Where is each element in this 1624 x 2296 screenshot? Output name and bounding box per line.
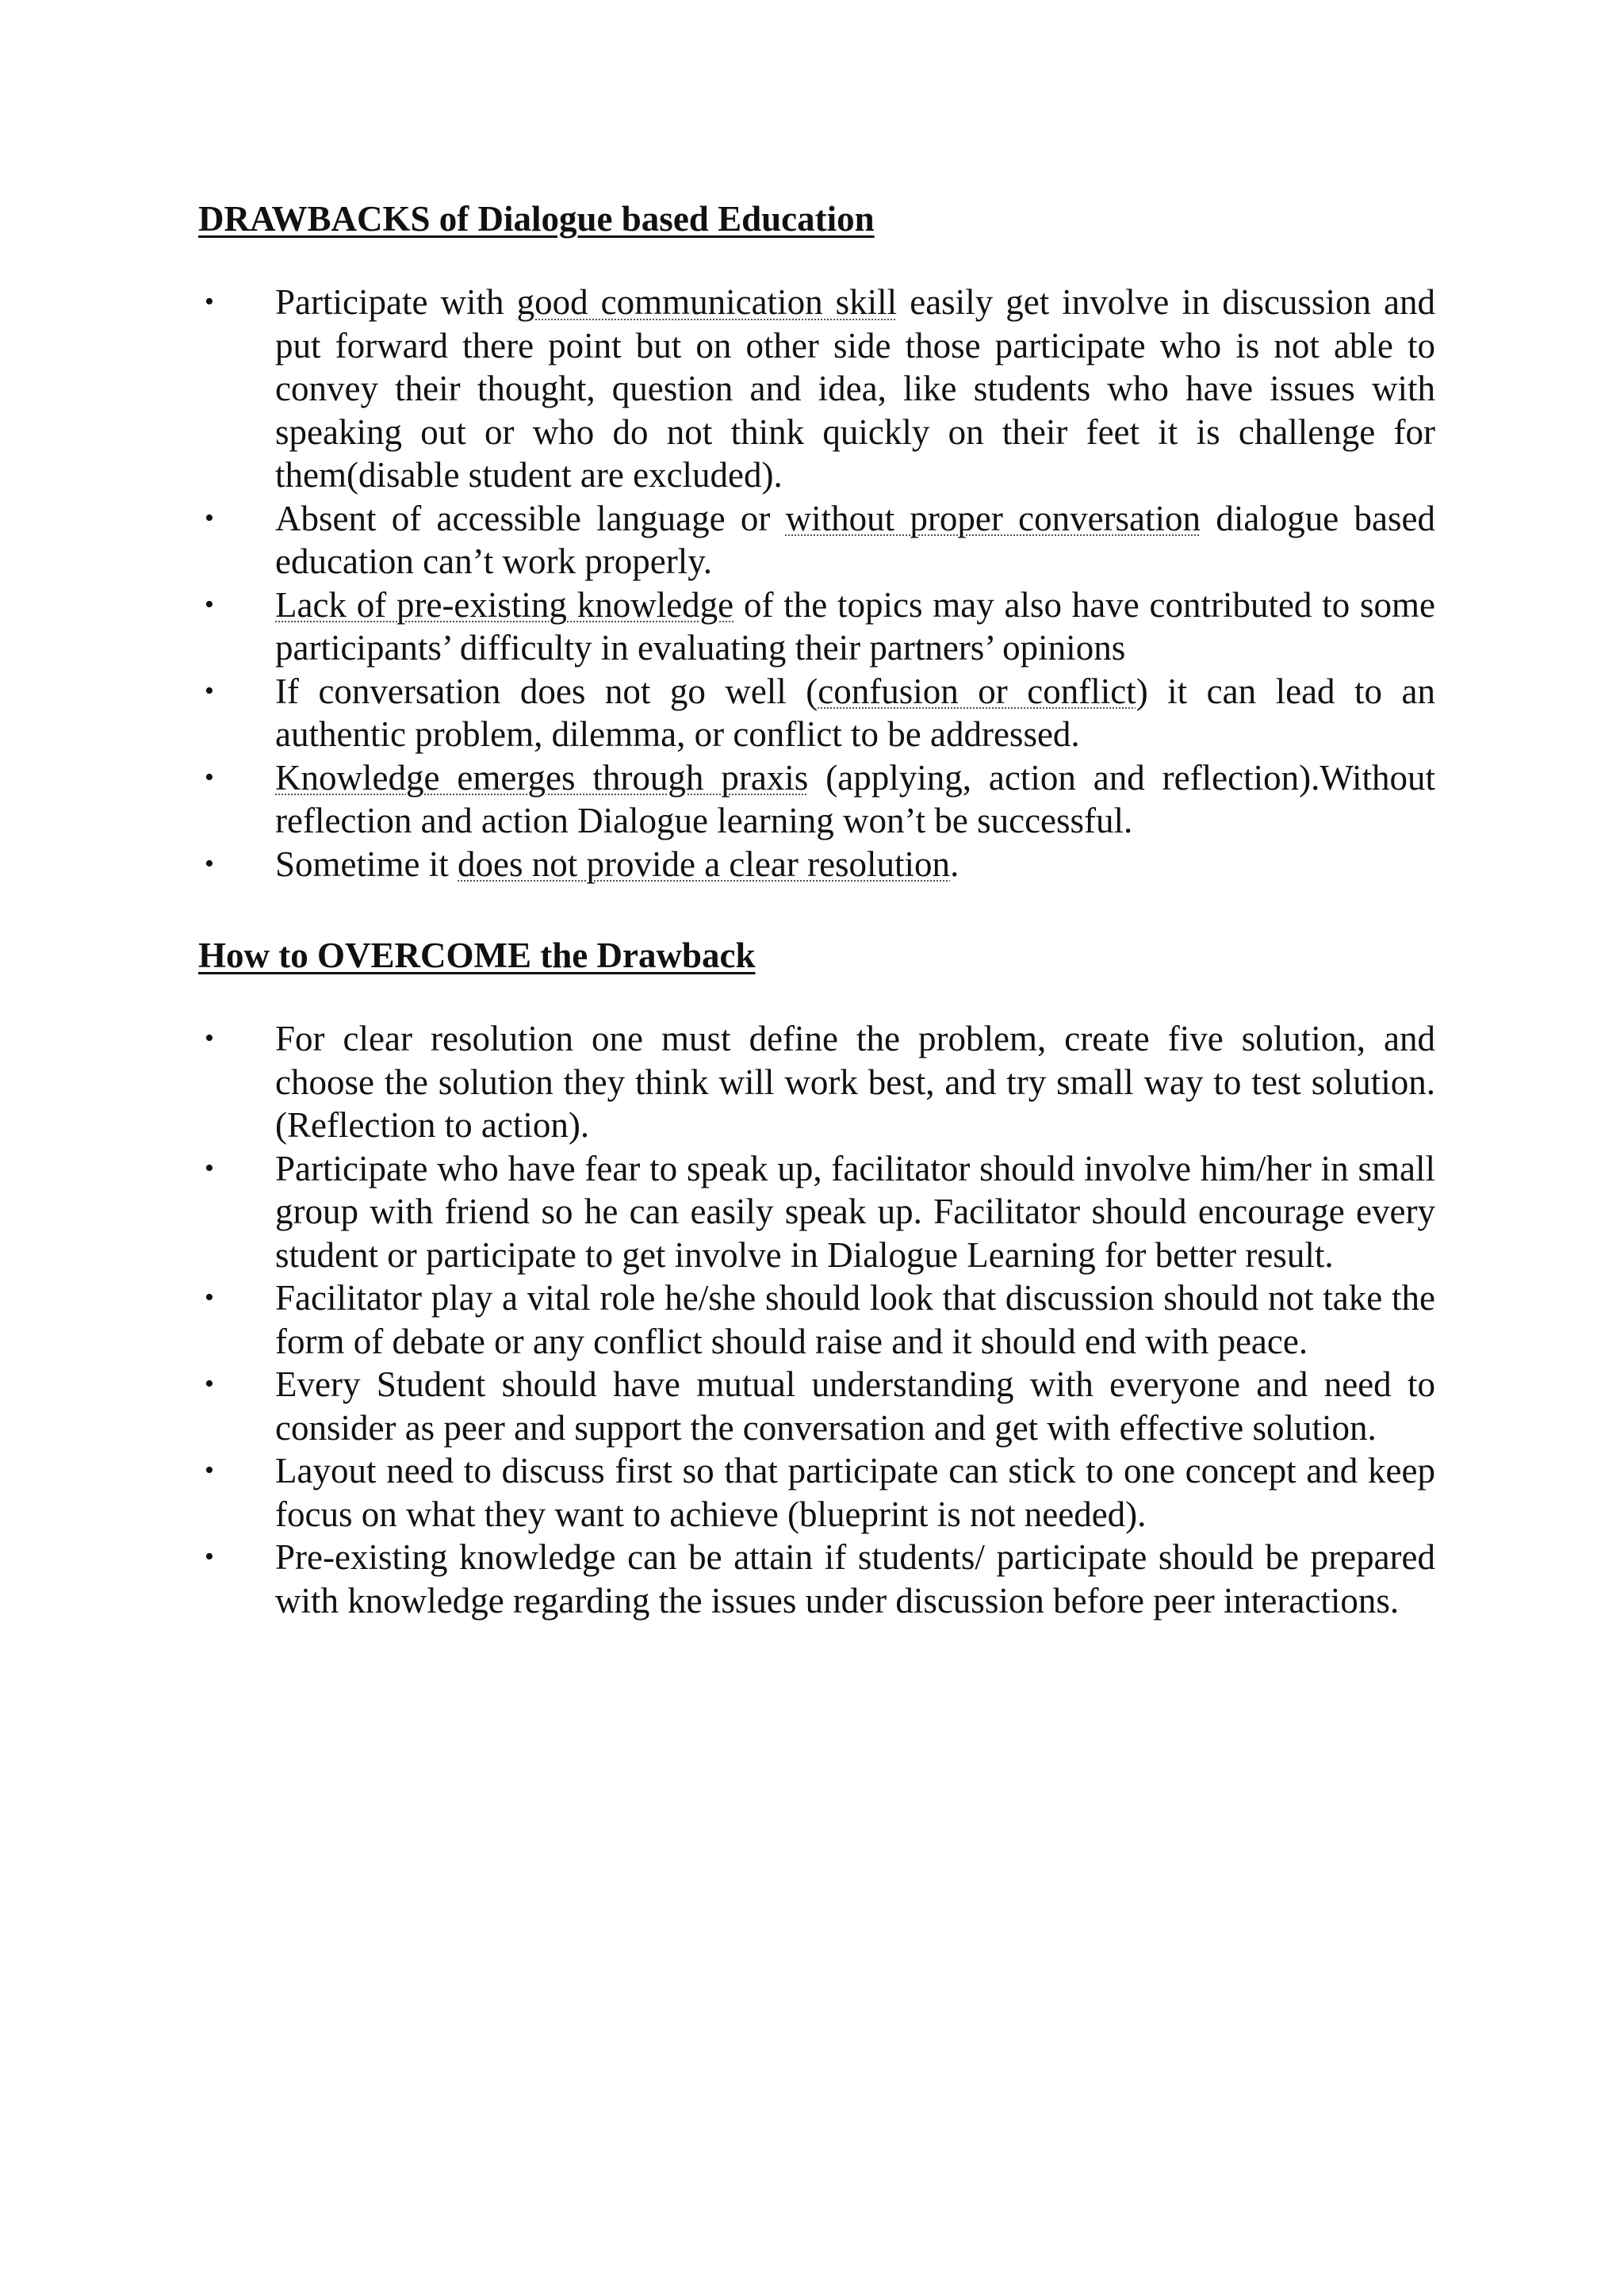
bullet-icon: • xyxy=(205,503,214,533)
overcome-heading: How to OVERCOME the Drawback xyxy=(198,936,756,975)
list-item: • If conversation does not go well (confusion or conflict) it can lead to an authentic problem, dilemma, or conflict to be addressed. xyxy=(205,671,1436,754)
grammar-suggestion: Knowledge emerges through praxis xyxy=(275,757,809,798)
bullet-icon: • xyxy=(205,1153,214,1183)
list-item: • Participate who have fear to speak up, facilitator should involve him/her in small group with friend so he can easily speak up. Facilitator should encourage every student or participate to get involve in Dialogue Learning for better result. xyxy=(205,1148,1435,1275)
bullet-icon: • xyxy=(205,287,214,316)
list-item: • Sometime it does not provide a clear resolution. xyxy=(198,843,1435,886)
grammar-suggestion: good communication skill xyxy=(516,282,898,322)
bullet-icon: • xyxy=(205,762,214,792)
list-item: • Knowledge emerges through praxis (applying, action and reflection).Without reflection and action Dialogue learning won’t be successful. xyxy=(205,757,1435,840)
bullet-icon: • xyxy=(205,1542,214,1571)
bullet-icon: • xyxy=(205,589,214,619)
bullet-icon: • xyxy=(205,675,214,706)
list-item: • Pre-existing knowledge can be attain if students/ participate should be prepared with knowledge regarding the issues under discussion before peer interactions. xyxy=(205,1537,1435,1621)
drawbacks-heading: DRAWBACKS of Dialogue based Education xyxy=(198,199,875,239)
grammar-suggestion: without proper conversation xyxy=(785,498,1201,538)
list-item: • For clear resolution one must define the problem, create five solution, and choose the solution they think will work best, and try small way to test solution. (Reflection to action). xyxy=(205,1019,1435,1145)
grammar-suggestion: confusion or conflict xyxy=(818,671,1136,711)
bullet-icon: • xyxy=(205,1024,214,1053)
list-item: • Every Student should have mutual understanding with everyone and need to consider as peer and support the conversation and get with effective solution. xyxy=(205,1364,1435,1448)
grammar-suggestion: does not provide a clear resolution xyxy=(458,844,951,884)
bullet-icon: • xyxy=(205,848,214,878)
list-item: • Layout need to discuss first so that participate can stick to one concept and keep focus on what they want to achieve (blueprint is not needed). xyxy=(205,1451,1435,1534)
list-item: • Lack of pre-existing knowledge of the topics may also have contributed to some participants’ difficulty in evaluating their partners’ opinions xyxy=(205,584,1435,668)
drawbacks-list xyxy=(198,281,1435,886)
list-item: • Participate with good communication skill easily get involve in discussion and put forward there point but on other side those participate who is not able to convey their thought, question and idea, like students who have issues with speaking out or who do not think quickly on their feet it is challenge for them(disable student are excluded). xyxy=(205,282,1435,495)
list-item: • Facilitator play a vital role he/she should look that discussion should not take the form of debate or any conflict should raise and it should end with peace. xyxy=(205,1278,1435,1361)
list-item: • Absent of accessible language or without proper conversation dialogue based education can’t work properly. xyxy=(205,498,1435,581)
bullet-icon: • xyxy=(205,1369,214,1399)
grammar-suggestion: Lack of pre-existing knowledge xyxy=(275,584,734,625)
overcome-list xyxy=(198,1017,1435,1622)
bullet-icon: • xyxy=(205,1456,214,1485)
bullet-icon: • xyxy=(205,1283,214,1312)
document-page xyxy=(198,195,1435,1622)
